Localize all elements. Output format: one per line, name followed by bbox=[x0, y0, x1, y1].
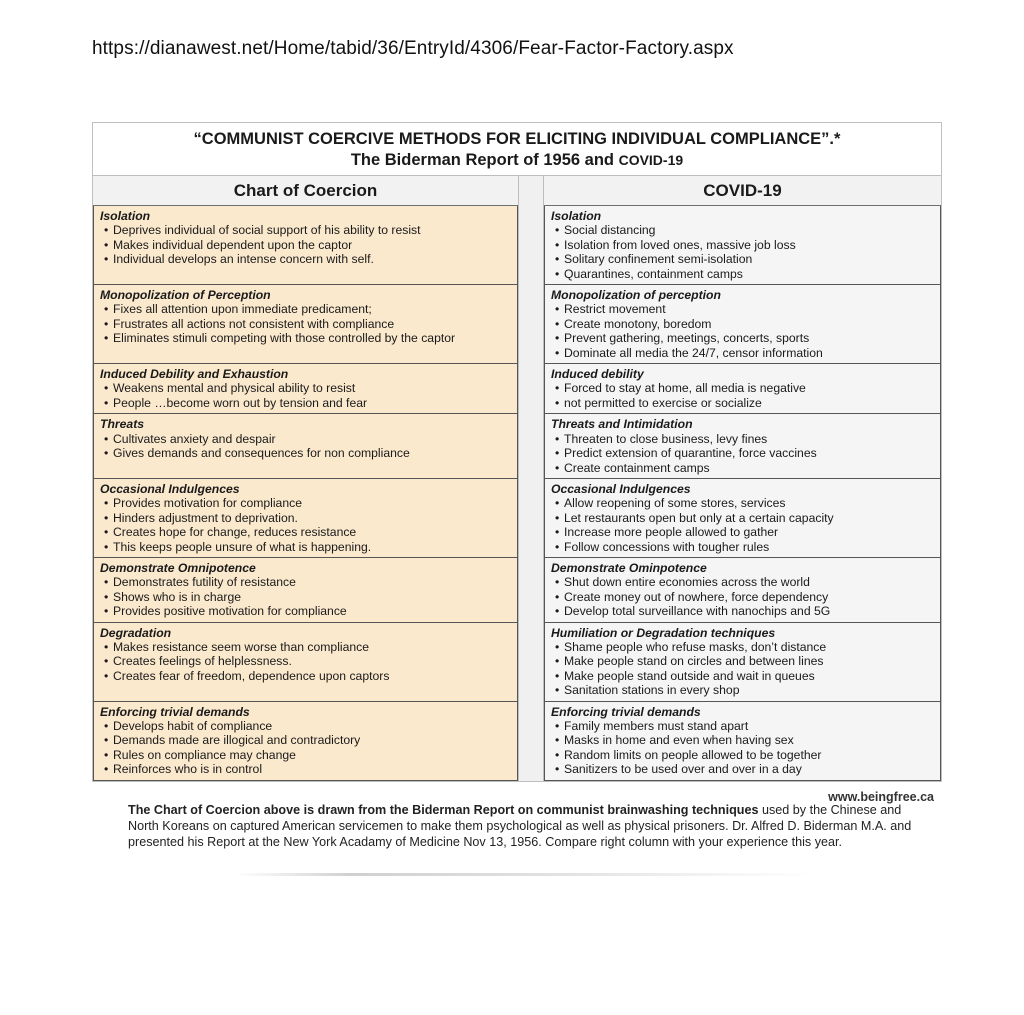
bullet-list bbox=[100, 302, 512, 345]
covid-measure-cell bbox=[544, 364, 941, 414]
bullet-item: • Rules on compliance may change bbox=[100, 748, 512, 762]
coercion-method-cell bbox=[93, 702, 518, 781]
right-column-header: COVID-19 bbox=[544, 176, 941, 206]
bullet-item: • Cultivates anxiety and despair bbox=[100, 432, 512, 446]
bullet-item: • Provides motivation for compliance bbox=[100, 496, 512, 510]
bullet-item: • Creates fear of freedom, dependence upon captors bbox=[100, 669, 512, 683]
bullet-item: • Increase more people allowed to gather bbox=[551, 525, 935, 539]
bullet-item: • Follow concessions with tougher rules bbox=[551, 540, 935, 554]
bullet-item: • Create containment camps bbox=[551, 461, 935, 475]
bullet-item: • Creates hope for change, reduces resistance bbox=[100, 525, 512, 539]
bullet-list bbox=[551, 496, 935, 554]
bullet-list bbox=[551, 381, 935, 410]
bullet-item: • Demonstrates futility of resistance bbox=[100, 575, 512, 589]
column-gap bbox=[518, 623, 544, 702]
cell-heading: Monopolization of Perception bbox=[100, 288, 271, 303]
coercion-method-cell bbox=[93, 285, 518, 364]
bullet-item: • Sanitation stations in every shop bbox=[551, 683, 935, 697]
bullet-item: • Deprives individual of social support of his ability to resist bbox=[100, 223, 512, 237]
bullet-item: • Allow reopening of some stores, services bbox=[551, 496, 935, 510]
bullet-item: • Make people stand on circles and between lines bbox=[551, 654, 935, 668]
bullet-list bbox=[100, 432, 512, 461]
bullet-item: • Let restaurants open but only at a certain capacity bbox=[551, 511, 935, 525]
cell-heading: Degradation bbox=[100, 625, 172, 640]
covid-measure-cell bbox=[544, 414, 941, 479]
bullet-list bbox=[100, 381, 512, 410]
column-gap bbox=[518, 558, 544, 623]
coercion-method-cell bbox=[93, 414, 518, 479]
bullet-list bbox=[551, 575, 935, 618]
covid-measure-cell bbox=[544, 285, 941, 364]
bullet-list bbox=[100, 575, 512, 618]
column-gap bbox=[518, 364, 544, 414]
title-line-2-tail: COVID-19 bbox=[618, 152, 684, 168]
bullet-item: • Individual develops an intense concern with self. bbox=[100, 252, 512, 266]
column-gap bbox=[518, 176, 544, 206]
column-gap bbox=[518, 702, 544, 781]
covid-measure-cell bbox=[544, 623, 941, 702]
left-column-header: Chart of Coercion bbox=[93, 176, 518, 206]
column-gap bbox=[518, 206, 544, 285]
title-line-2-main: The Biderman Report of 1956 and bbox=[350, 151, 614, 169]
cell-heading: Enforcing trivial demands bbox=[100, 704, 250, 719]
bullet-item: • Make people stand outside and wait in queues bbox=[551, 669, 935, 683]
bullet-item: • Forced to stay at home, all media is negative bbox=[551, 381, 935, 395]
cell-heading: Threats bbox=[100, 417, 145, 432]
title-line-1: “COMMUNIST COERCIVE METHODS FOR ELICITING INDIVIDUAL COMPLIANCE”.* bbox=[193, 130, 841, 148]
coercion-method-cell bbox=[93, 479, 518, 558]
bullet-item: • Isolation from loved ones, massive job loss bbox=[551, 238, 935, 252]
bullet-item: • Dominate all media the 24/7, censor information bbox=[551, 346, 935, 360]
bullet-item: • Random limits on people allowed to be together bbox=[551, 748, 935, 762]
title-block bbox=[93, 123, 941, 176]
bullet-item: • not permitted to exercise or socialize bbox=[551, 396, 935, 410]
cell-heading: Isolation bbox=[100, 209, 151, 223]
cell-heading: Occasional Indulgences bbox=[100, 481, 240, 496]
bullet-list bbox=[100, 719, 512, 777]
coercion-method-cell bbox=[93, 206, 518, 285]
cell-heading: Humiliation or Degradation techniques bbox=[551, 625, 776, 640]
bullet-item: • Makes individual dependent upon the captor bbox=[100, 238, 512, 252]
bullet-list bbox=[100, 223, 512, 266]
bullet-item: • Frustrates all actions not consistent with compliance bbox=[100, 317, 512, 331]
bullet-item: • Create monotony, boredom bbox=[551, 317, 935, 331]
bullet-item: • Reinforces who is in control bbox=[100, 762, 512, 776]
cell-heading: Isolation bbox=[551, 209, 602, 223]
bullet-item: • Eliminates stimuli competing with those controlled by the captor bbox=[100, 331, 512, 345]
comparison-table bbox=[93, 176, 941, 781]
bullet-list bbox=[100, 640, 512, 683]
bullet-item: • This keeps people unsure of what is happening. bbox=[100, 540, 512, 554]
cell-heading: Induced debility bbox=[551, 367, 644, 382]
cell-heading: Induced Debility and Exhaustion bbox=[100, 367, 289, 382]
scan-smudge bbox=[235, 873, 815, 876]
bullet-item: • Fixes all attention upon immediate predicament; bbox=[100, 302, 512, 316]
bullet-list bbox=[551, 223, 935, 281]
cell-heading: Threats and Intimidation bbox=[551, 417, 693, 432]
bullet-item: • Develop total surveillance with nanochips and 5G bbox=[551, 604, 935, 618]
bullet-item: • Solitary confinement semi-isolation bbox=[551, 252, 935, 266]
title-line-2 bbox=[99, 150, 935, 171]
footer-note-rest: used by the Chinese and North Koreans on captured American servicemen to make them psychological as well as physical prisoners. Dr. Alfred D. Biderman M.A. and presented his Report at the New York Acadamy of Medicine Nov 13, 1956. Compare right column with your experience this year. bbox=[128, 803, 912, 849]
bullet-item: • Threaten to close business, levy fines bbox=[551, 432, 935, 446]
bullet-item: • Create money out of nowhere, force dependency bbox=[551, 590, 935, 604]
bullet-list bbox=[551, 640, 935, 698]
bullet-item: • Predict extension of quarantine, force vaccines bbox=[551, 446, 935, 460]
cell-heading: Demonstrate Ominpotence bbox=[551, 560, 707, 575]
bullet-item: • Social distancing bbox=[551, 223, 935, 237]
source-site: www.beingfree.ca bbox=[828, 790, 934, 804]
bullet-item: • Demands made are illogical and contradictory bbox=[100, 733, 512, 747]
source-url: https://dianawest.net/Home/tabid/36/EntryId/4306/Fear-Factor-Factory.aspx bbox=[92, 38, 734, 59]
bullet-item: • Quarantines, containment camps bbox=[551, 267, 935, 281]
bullet-item: • Hinders adjustment to deprivation. bbox=[100, 511, 512, 525]
bullet-item: • Weakens mental and physical ability to resist bbox=[100, 381, 512, 395]
column-gap bbox=[518, 414, 544, 479]
cell-heading: Demonstrate Omnipotence bbox=[100, 560, 256, 575]
cell-heading: Occasional Indulgences bbox=[551, 481, 691, 496]
bullet-item: • People …become worn out by tension and fear bbox=[100, 396, 512, 410]
footer-note-bold: The Chart of Coercion above is drawn from the Biderman Report on communist brainwashing techniques bbox=[128, 803, 759, 817]
coercion-method-cell bbox=[93, 364, 518, 414]
bullet-item: • Provides positive motivation for compliance bbox=[100, 604, 512, 618]
coercion-method-cell bbox=[93, 558, 518, 623]
bullet-list bbox=[551, 719, 935, 777]
bullet-item: • Shame people who refuse masks, don’t distance bbox=[551, 640, 935, 654]
covid-measure-cell bbox=[544, 479, 941, 558]
coercion-chart-document bbox=[92, 122, 942, 782]
bullet-item: • Develops habit of compliance bbox=[100, 719, 512, 733]
covid-measure-cell bbox=[544, 206, 941, 285]
cell-heading: Enforcing trivial demands bbox=[551, 704, 701, 719]
coercion-method-cell bbox=[93, 623, 518, 702]
bullet-item: • Restrict movement bbox=[551, 302, 935, 316]
bullet-item: • Sanitizers to be used over and over in a day bbox=[551, 762, 935, 776]
bullet-item: • Makes resistance seem worse than compliance bbox=[100, 640, 512, 654]
bullet-item: • Prevent gathering, meetings, concerts, sports bbox=[551, 331, 935, 345]
bullet-list bbox=[100, 496, 512, 554]
column-gap bbox=[518, 479, 544, 558]
bullet-item: • Shows who is in charge bbox=[100, 590, 512, 604]
covid-measure-cell bbox=[544, 558, 941, 623]
bullet-list bbox=[551, 432, 935, 475]
cell-heading: Monopolization of perception bbox=[551, 288, 721, 303]
footer-note bbox=[128, 802, 918, 850]
bullet-item: • Masks in home and even when having sex bbox=[551, 733, 935, 747]
bullet-item: • Shut down entire economies across the world bbox=[551, 575, 935, 589]
bullet-item: • Family members must stand apart bbox=[551, 719, 935, 733]
column-gap bbox=[518, 285, 544, 364]
bullet-list bbox=[551, 302, 935, 360]
bullet-item: • Creates feelings of helplessness. bbox=[100, 654, 512, 668]
bullet-item: • Gives demands and consequences for non compliance bbox=[100, 446, 512, 460]
covid-measure-cell bbox=[544, 702, 941, 781]
